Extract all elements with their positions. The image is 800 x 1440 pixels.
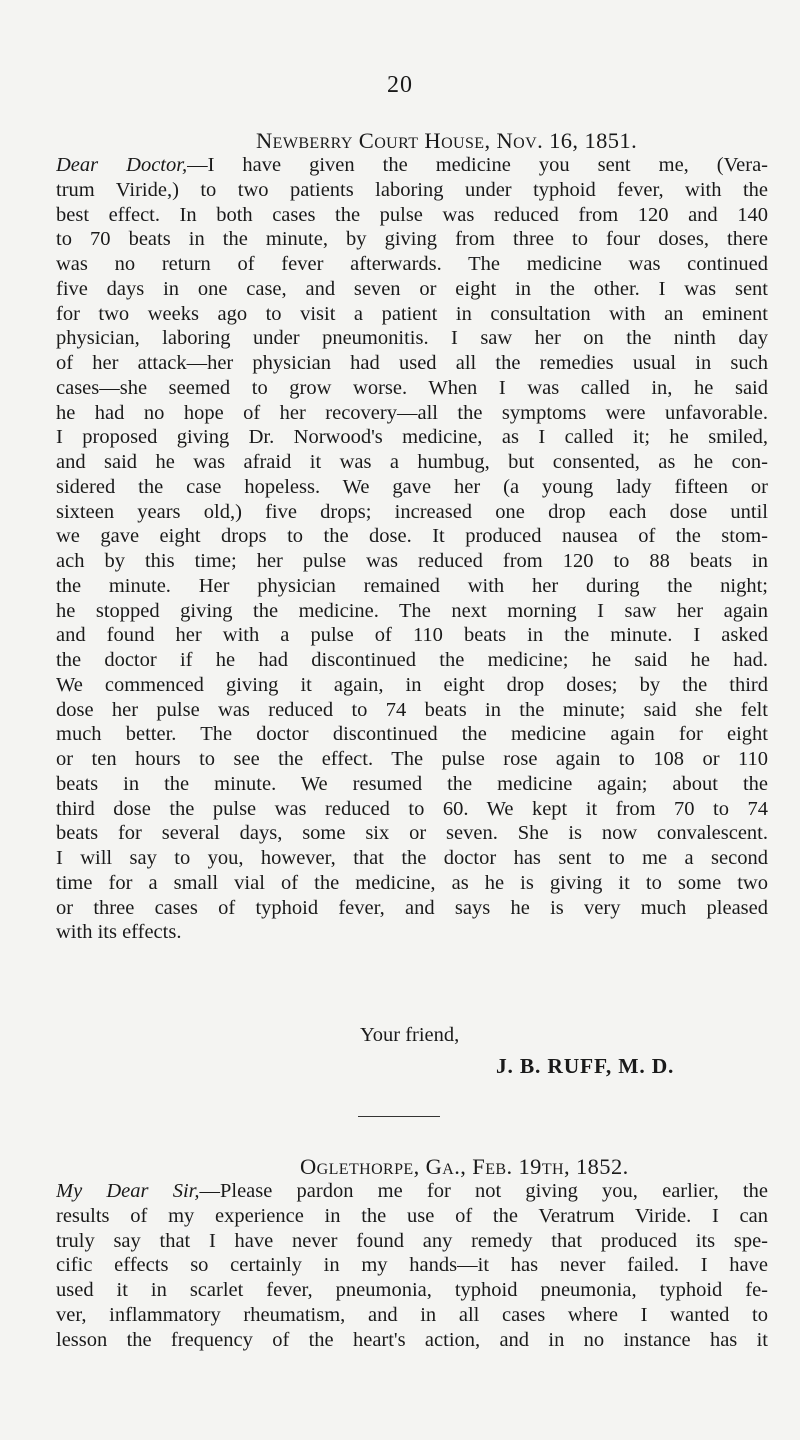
letter-2-line-text: —Please pardon me for not giving you, earlier, the <box>199 1180 768 1202</box>
letter-1-line: the doctor if he had discontinued the medicine; he said he had. <box>56 649 768 671</box>
letter-1-line: we gave eight drops to the dose. It produced nausea of the stom- <box>56 525 768 548</box>
letter-1-line: cases—she seemed to grow worse. When I was called in, he said <box>56 376 768 399</box>
letter-1-line: ach by this time; her pulse was reduced from 120 to 88 beats in <box>56 550 768 572</box>
letter-1-line: was no return of fever afterwards. The medicine was continued <box>56 253 768 275</box>
letter-1-line: sidered the case hopeless. We gave her (a young lady fifteen or <box>56 475 768 498</box>
letter-1-body <box>56 153 768 945</box>
letter-2-line <box>56 1179 768 1204</box>
letter-1-line: We commenced giving it again, in eight drop doses; by the third <box>56 673 768 696</box>
letter-1-line: the minute. Her physician remained with her during the night; <box>56 574 768 597</box>
letter-1-line: best effect. In both cases the pulse was reduced from 120 and 140 <box>56 203 768 226</box>
letter-1-line: or three cases of typhoid fever, and says he is very much pleased <box>56 896 768 919</box>
letter-1-line: for two weeks ago to visit a patient in consultation with an eminent <box>56 302 768 325</box>
letter-1-line: of her attack—her physician had used all the remedies usual in such <box>56 352 768 374</box>
letter-2-body <box>56 1179 768 1352</box>
letter-1-heading: Newberry Court House, Nov. 16, 1851. <box>256 128 638 153</box>
letter-2-line: ver, inflammatory rheumatism, and in all cases where I wanted to <box>56 1303 768 1326</box>
letter-1-line: I will say to you, however, that the doctor has sent to me a second <box>56 847 768 869</box>
letter-1-line: with its effects. <box>56 921 182 944</box>
letter-1-line: sixteen years old,) five drops; increased one drop each dose until <box>56 500 768 523</box>
letter-1-signature: J. B. RUFF, M. D. <box>496 1054 675 1078</box>
letter-1-line: he stopped giving the medicine. The next morning I saw her again <box>56 599 768 622</box>
letter-2-salutation: My Dear Sir, <box>56 1180 200 1202</box>
letter-1-line: or ten hours to see the effect. The pulse rose again to 108 or 110 <box>56 748 768 770</box>
letter-2-line: truly say that I have never found any remedy that produced its spe- <box>56 1229 768 1252</box>
letter-1-line: I proposed giving Dr. Norwood's medicine, as I called it; he smiled, <box>56 426 768 449</box>
letter-1-line: he had no hope of her recovery—all the symptoms were unfavorable. <box>56 401 768 424</box>
letter-2-line: used it in scarlet fever, pneumonia, typhoid pneumonia, typhoid fe- <box>56 1279 768 1301</box>
letter-1-line: and said he was afraid it was a humbug, but consented, as he con- <box>56 451 768 473</box>
letter-2-line: lesson the frequency of the heart's action, and in no instance has it <box>56 1328 768 1351</box>
letter-1-line: and found her with a pulse of 110 beats in the minute. I asked <box>56 624 768 647</box>
letter-1-line: third dose the pulse was reduced to 60. We kept it from 70 to 74 <box>56 797 768 820</box>
letter-1-salutation: Dear Doctor, <box>56 154 188 176</box>
letter-1-line: time for a small vial of the medicine, as he is giving it to some two <box>56 871 768 894</box>
letter-2-line: cific effects so certainly in my hands—it has never failed. I have <box>56 1254 768 1277</box>
letter-1-line: dose her pulse was reduced to 74 beats in the minute; said she felt <box>56 698 768 721</box>
letter-2-line: results of my experience in the use of the Veratrum Viride. I can <box>56 1204 768 1227</box>
letter-1-line: trum Viride,) to two patients laboring under typhoid fever, with the <box>56 178 768 201</box>
page-number: 20 <box>387 72 413 98</box>
letter-1-line: five days in one case, and seven or eight in the other. I was sent <box>56 277 768 300</box>
letter-1-line: beats for several days, some six or seven. She is now convalescent. <box>56 822 768 845</box>
letter-1-line <box>56 153 768 178</box>
letter-1-line: beats in the minute. We resumed the medicine again; about the <box>56 772 768 795</box>
letter-1-line: to 70 beats in the minute, by giving from three to four doses, there <box>56 228 768 251</box>
letter-1-line: much better. The doctor discontinued the medicine again for eight <box>56 723 768 746</box>
letter-1-closing: Your friend, <box>360 1024 460 1046</box>
letter-1-line: physician, laboring under pneumonitis. I saw her on the ninth day <box>56 327 768 350</box>
section-divider <box>358 1116 440 1117</box>
letter-1-line-text: —I have given the medicine you sent me, (Vera- <box>187 154 768 176</box>
letter-2-heading: Oglethorpe, Ga., Feb. 19th, 1852. <box>300 1154 629 1179</box>
